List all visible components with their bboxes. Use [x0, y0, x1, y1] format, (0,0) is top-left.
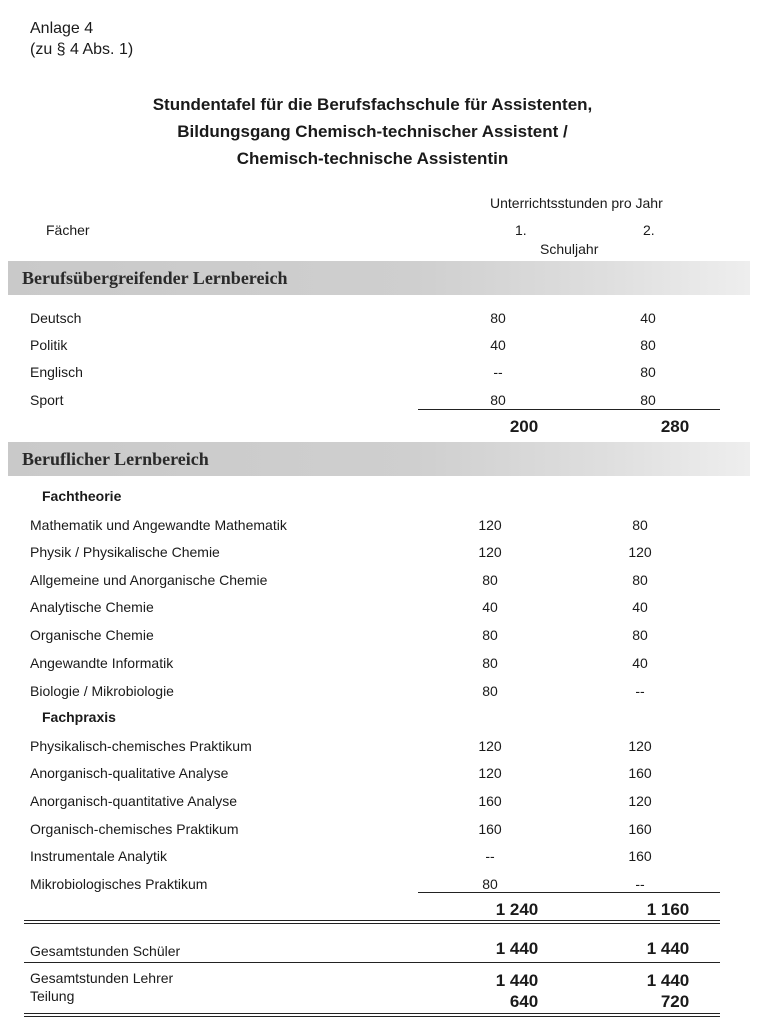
- annex-reference: (zu § 4 Abs. 1): [30, 41, 134, 58]
- hours-year-1: --: [485, 848, 495, 864]
- table-row: [0, 363, 765, 383]
- section-total-year-2: 280: [660, 417, 690, 436]
- document-title-line-2: Bildungsgang Chemisch-technischer Assistent /: [177, 122, 568, 141]
- subject-name: Politik: [30, 337, 68, 353]
- table-row: [0, 682, 765, 702]
- section-title: Beruflicher Lernbereich: [22, 449, 209, 469]
- hours-year-1: 80: [482, 655, 498, 671]
- hours-year-1: 80: [482, 876, 498, 892]
- table-row: [0, 820, 765, 840]
- students-total-year-1: 1 440: [495, 939, 539, 958]
- subsection-title-practice: Fachpraxis: [42, 709, 116, 725]
- hours-year-1: 120: [478, 544, 502, 560]
- hours-year-1: 80: [482, 572, 498, 588]
- subtotal-rule: [418, 892, 720, 893]
- table-row: [0, 764, 765, 784]
- hours-year-2: 80: [640, 337, 656, 353]
- subject-name: Analytische Chemie: [30, 599, 154, 615]
- subsection-title-theory: Fachtheorie: [42, 488, 122, 504]
- document-title-line-3: Chemisch-technische Assistentin: [236, 149, 509, 168]
- subtotal-rule: [418, 409, 720, 410]
- subject-name: Physikalisch-chemisches Praktikum: [30, 738, 252, 754]
- table-row: [0, 654, 765, 674]
- hours-year-2: --: [635, 876, 645, 892]
- section-title: Berufsübergreifender Lernbereich: [22, 268, 288, 288]
- subject-name: Organische Chemie: [30, 627, 154, 643]
- subject-name: Biologie / Mikrobiologie: [30, 683, 174, 699]
- hours-year-2: 40: [632, 599, 648, 615]
- school-year-header: Schuljahr: [540, 241, 599, 257]
- subject-name: Sport: [30, 392, 64, 408]
- subject-name: Angewandte Informatik: [30, 655, 174, 671]
- teachers-total-year-2: 1 440: [646, 971, 690, 990]
- hours-year-1: 40: [490, 337, 506, 353]
- hours-year-1: 80: [482, 627, 498, 643]
- subjects-header: Fächer: [46, 222, 90, 238]
- table-row: [0, 543, 765, 563]
- subject-name: Allgemeine und Anorganische Chemie: [30, 572, 268, 588]
- hours-year-2: 120: [628, 738, 652, 754]
- year-1-header: 1.: [515, 222, 527, 238]
- hours-year-2: 80: [632, 627, 648, 643]
- table-row: [0, 626, 765, 646]
- hours-year-2: 80: [640, 392, 656, 408]
- year-2-header: 2.: [643, 222, 655, 238]
- hours-year-2: 40: [640, 310, 656, 326]
- subject-name: Mathematik und Angewandte Mathematik: [30, 517, 287, 533]
- split-year-1: 640: [509, 992, 539, 1011]
- document-title-line-1: Stundentafel für die Berufsfachschule für Assistenten,: [152, 95, 593, 114]
- subject-name: Mikrobiologisches Praktikum: [30, 876, 208, 892]
- subject-name: Englisch: [30, 364, 83, 380]
- table-row: [0, 571, 765, 591]
- table-row: [0, 516, 765, 536]
- hours-year-1: 160: [478, 793, 502, 809]
- hours-year-1: 80: [482, 683, 498, 699]
- hours-per-year-header: Unterrichtsstunden pro Jahr: [490, 195, 663, 211]
- subject-name: Organisch-chemisches Praktikum: [30, 821, 239, 837]
- table-row: [0, 598, 765, 618]
- hours-year-1: 120: [478, 765, 502, 781]
- teachers-total-label: Gesamtstunden Lehrer: [30, 970, 174, 986]
- subject-name: Anorganisch-quantitative Analyse: [30, 793, 238, 809]
- hours-year-2: 160: [628, 821, 652, 837]
- teachers-total-year-1: 1 440: [495, 971, 539, 990]
- hours-year-2: 80: [632, 572, 648, 588]
- section-band-vocational: [8, 442, 750, 476]
- hours-year-1: 80: [490, 392, 506, 408]
- table-row: [0, 336, 765, 356]
- hours-year-1: --: [493, 364, 503, 380]
- hours-year-2: 160: [628, 765, 652, 781]
- split-year-2: 720: [660, 992, 690, 1011]
- table-row: [0, 391, 765, 411]
- hours-year-2: 120: [628, 544, 652, 560]
- students-total-year-2: 1 440: [646, 939, 690, 958]
- summary-rule: [24, 962, 720, 963]
- subject-name: Anorganisch-qualitative Analyse: [30, 765, 229, 781]
- hours-year-2: 160: [628, 848, 652, 864]
- hours-year-2: 80: [640, 364, 656, 380]
- hours-year-1: 120: [478, 738, 502, 754]
- bottom-double-rule: [24, 1013, 720, 1017]
- table-row: [0, 792, 765, 812]
- split-label: Teilung: [30, 988, 75, 1004]
- hours-year-2: 40: [632, 655, 648, 671]
- section-total-year-2: 1 160: [646, 900, 690, 919]
- table-row: [0, 309, 765, 329]
- hours-year-1: 120: [478, 517, 502, 533]
- hours-year-1: 80: [490, 310, 506, 326]
- section-total-year-1: 200: [509, 417, 539, 436]
- table-row: [0, 737, 765, 757]
- section-band-cross-vocational: [8, 261, 750, 295]
- hours-year-1: 40: [482, 599, 498, 615]
- hours-year-2: --: [635, 683, 645, 699]
- annex-number: Anlage 4: [30, 20, 94, 37]
- section-total-year-1: 1 240: [495, 900, 539, 919]
- hours-year-2: 80: [632, 517, 648, 533]
- hours-year-2: 120: [628, 793, 652, 809]
- subject-name: Instrumentale Analytik: [30, 848, 167, 864]
- subject-name: Physik / Physikalische Chemie: [30, 544, 220, 560]
- total-double-rule: [24, 920, 720, 924]
- table-row: [0, 847, 765, 867]
- hours-year-1: 160: [478, 821, 502, 837]
- subject-name: Deutsch: [30, 310, 82, 326]
- students-total-label: Gesamtstunden Schüler: [30, 943, 181, 959]
